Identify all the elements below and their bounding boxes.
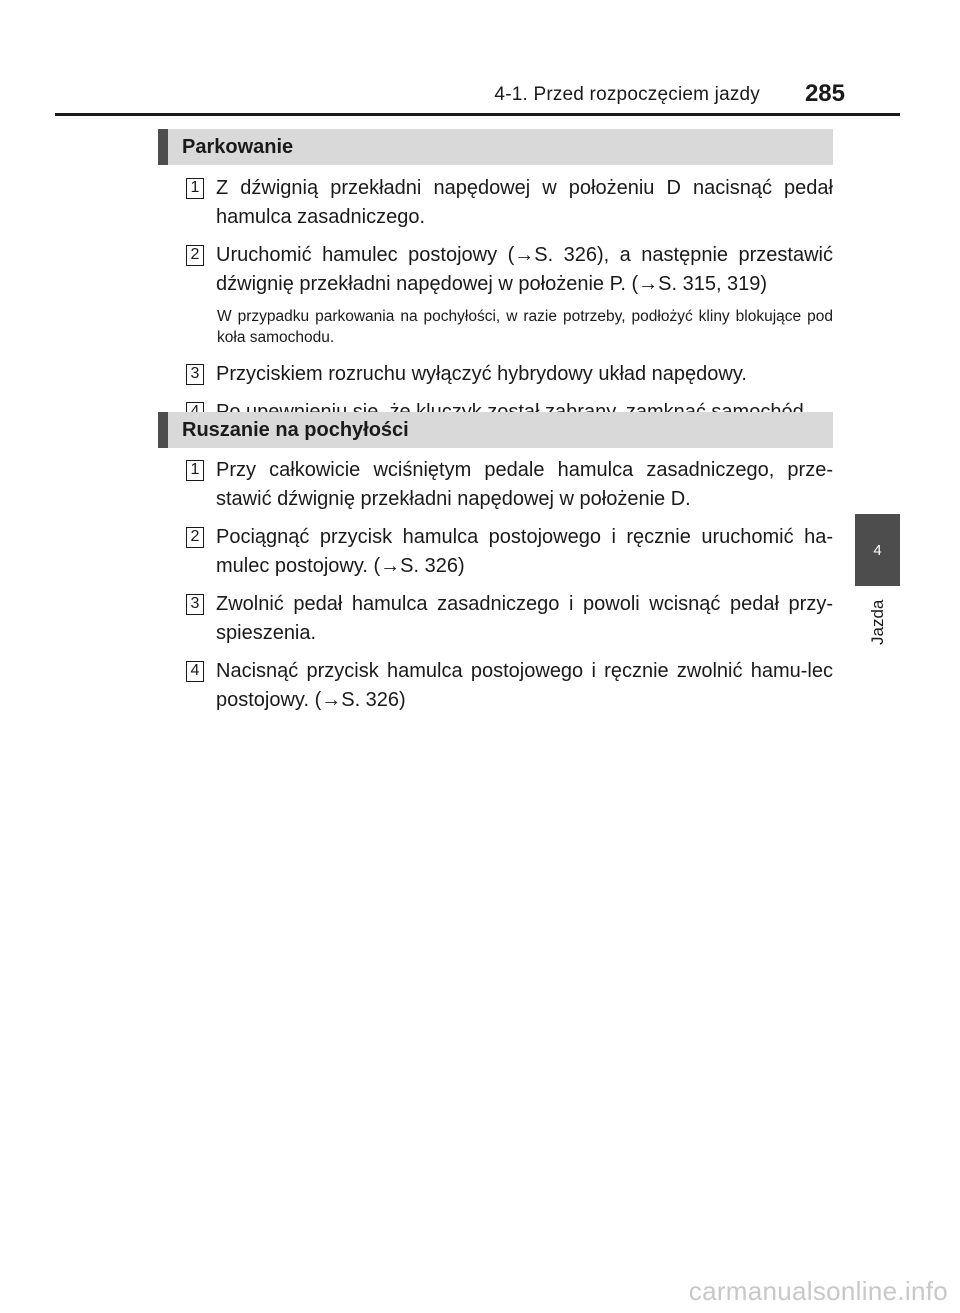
section-heading-parking — [158, 129, 833, 165]
step-number-badge: 1 — [186, 178, 204, 199]
step-number-badge: 3 — [186, 594, 204, 615]
step-text: Z dźwignią przekładni napędowej w położeniu D nacisnąć pedał hamulca zasadniczego. — [216, 177, 833, 228]
chapter-tab — [855, 514, 900, 586]
chapter-tab-number: 4 — [873, 541, 882, 559]
chapter-tab-label: Jazda — [868, 599, 887, 645]
section-title: Parkowanie — [182, 135, 294, 158]
watermark: carmanualsonline.info — [688, 1276, 948, 1306]
step-text: Uruchomić hamulec postojowy (→S. 326), a następnie przestawić dźwignię przekładni napędowej w położenie P. (→S. 315, 319) — [216, 244, 833, 295]
hill-start-steps — [186, 456, 833, 724]
step-text: Przy całkowicie wciśniętym pedale hamulca zasadniczego, prze-stawić dźwignię przekładni napędowej w położenie D. — [216, 459, 833, 510]
list-item — [186, 523, 833, 581]
step-number-badge: 2 — [186, 527, 204, 548]
header-rule — [55, 113, 900, 116]
step-text: Przyciskiem rozruchu wyłączyć hybrydowy układ napędowy. — [216, 363, 747, 385]
running-header-section: 4-1. Przed rozpoczęciem jazdy — [494, 84, 760, 105]
list-item — [186, 657, 833, 715]
list-item — [186, 456, 833, 514]
list-item — [186, 590, 833, 648]
page-number: 285 — [804, 80, 845, 107]
step-text: Nacisnąć przycisk hamulca postojowego i ręcznie zwolnić hamu-lec postojowy. (→S. 326) — [216, 660, 833, 711]
step-text: Pociągnąć przycisk hamulca postojowego i ręcznie uruchomić ha-mulec postojowy. (→S. 326) — [216, 526, 833, 577]
list-item — [186, 174, 833, 232]
parking-note: W przypadku parkowania na pochyłości, w razie potrzeby, podłożyć kliny blokujące pod koła samochodu. — [217, 308, 833, 346]
section-title: Ruszanie na pochyłości — [182, 418, 409, 441]
step-number-badge: 4 — [186, 661, 204, 682]
parking-steps — [186, 174, 833, 436]
step-number-badge: 2 — [186, 245, 204, 266]
step-number-badge: 3 — [186, 364, 204, 385]
list-item — [186, 241, 833, 299]
step-number-badge: 1 — [186, 460, 204, 481]
list-item — [186, 360, 833, 389]
section-heading-hill-start — [158, 412, 833, 448]
step-text: Zwolnić pedał hamulca zasadniczego i powoli wcisnąć pedał przy-spieszenia. — [216, 593, 833, 644]
